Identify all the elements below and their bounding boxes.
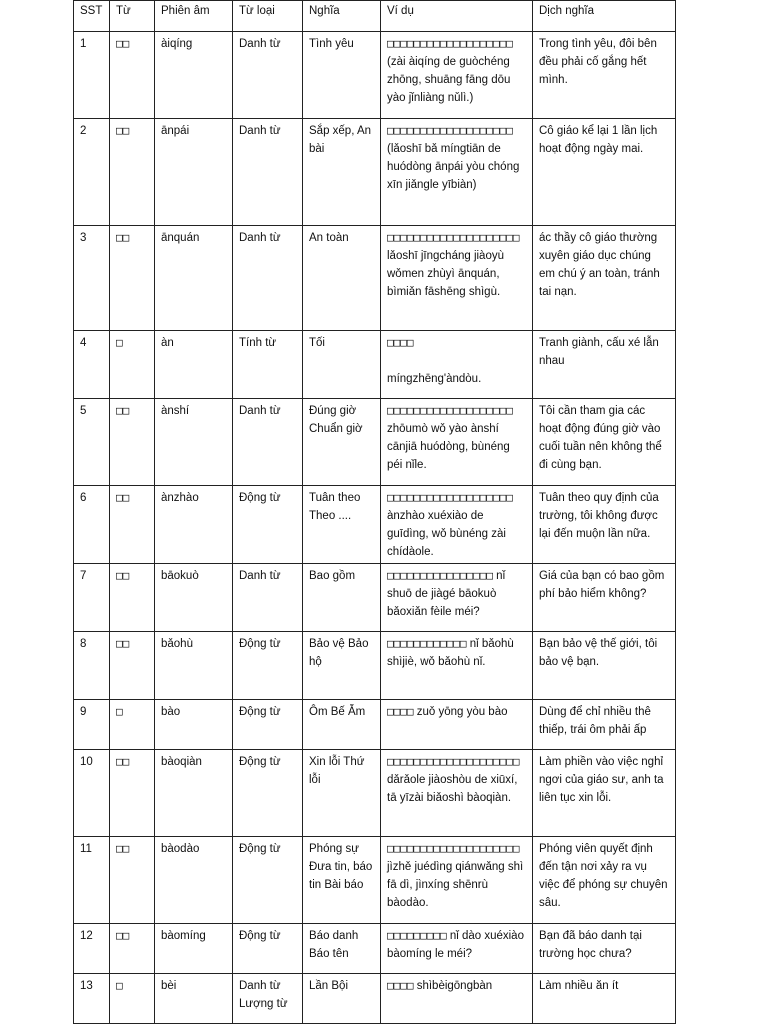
cell-example: [381, 974, 533, 1024]
cell-sst: 4: [74, 331, 110, 399]
cell-type: Danh từ Lượng từ: [233, 974, 303, 1024]
cell-translation: Bạn đã báo danh tại trường học chưa?: [533, 924, 676, 974]
header-pinyin: Phiên âm: [155, 1, 233, 32]
example-pinyin: míngzhēng'àndòu.: [387, 373, 482, 385]
header-row: [74, 1, 676, 32]
example-pinyin: dǎrǎole jiàoshòu de xiūxí, tā yīzài biǎoshì bàoqiàn.: [387, 774, 518, 804]
cell-example: [381, 700, 533, 750]
cell-word: □□: [110, 632, 155, 700]
cell-pinyin: bǎohù: [155, 632, 233, 700]
cell-sst: 13: [74, 974, 110, 1024]
cell-type: Động từ: [233, 750, 303, 837]
cell-type: Động từ: [233, 700, 303, 750]
cell-meaning: Đúng giờ Chuẩn giờ: [303, 399, 381, 486]
cell-example: [381, 32, 533, 119]
header-word-type: Từ loại: [233, 1, 303, 32]
example-hanzi: □□□□: [387, 705, 414, 718]
cell-meaning: Bảo vệ Bảo hộ: [303, 632, 381, 700]
cell-translation: Phóng viên quyết định đến tận nơi xảy ra vụ việc để phóng sự chuyên sâu.: [533, 837, 676, 924]
cell-pinyin: bàomíng: [155, 924, 233, 974]
example-pinyin: lǎoshī jīngcháng jiàoyù wǒmen zhùyì ānquán, bìmiǎn fāshēng shìgù.: [387, 250, 504, 298]
example-hanzi: □□□□: [387, 979, 414, 992]
table-row: [74, 632, 676, 700]
cell-word: □□: [110, 837, 155, 924]
cell-sst: 3: [74, 226, 110, 331]
cell-translation: Tuân theo quy định của trường, tôi không được lại đến muộn lần nữa.: [533, 486, 676, 564]
table-row: [74, 564, 676, 632]
cell-type: Danh từ: [233, 399, 303, 486]
cell-example: [381, 750, 533, 837]
cell-meaning: Phóng sự Đưa tin, báo tin Bài báo: [303, 837, 381, 924]
cell-meaning: Bao gồm: [303, 564, 381, 632]
cell-pinyin: bèi: [155, 974, 233, 1024]
table-row: [74, 32, 676, 119]
cell-translation: Giá của bạn có bao gồm phí bảo hiểm không?: [533, 564, 676, 632]
cell-example: [381, 399, 533, 486]
example-pinyin: nǐ dào xuéxiào bàomíng le méi?: [387, 930, 524, 960]
example-hanzi: □□□□□□□□□□□□□□□□□□□: [387, 404, 513, 417]
table-row: [74, 924, 676, 974]
cell-sst: 6: [74, 486, 110, 564]
example-hanzi: □□□□□□□□□□□□□□□□□□□□: [387, 231, 520, 244]
vocabulary-table: [73, 0, 676, 1024]
cell-meaning: Báo danh Báo tên: [303, 924, 381, 974]
cell-type: Danh từ: [233, 564, 303, 632]
example-hanzi: □□□□□□□□□□□□: [387, 637, 467, 650]
cell-example: [381, 119, 533, 226]
table-row: [74, 119, 676, 226]
cell-sst: 8: [74, 632, 110, 700]
cell-word: □: [110, 974, 155, 1024]
cell-translation: Cô giáo kể lại 1 lần lịch hoạt động ngày mai.: [533, 119, 676, 226]
cell-translation: Bạn bảo vệ thế giới, tôi bảo vệ bạn.: [533, 632, 676, 700]
table-row: [74, 974, 676, 1024]
cell-type: Động từ: [233, 486, 303, 564]
cell-word: □□: [110, 399, 155, 486]
cell-word: □□: [110, 486, 155, 564]
cell-word: □: [110, 700, 155, 750]
cell-meaning: Tối: [303, 331, 381, 399]
cell-type: Tính từ: [233, 331, 303, 399]
header-word: Từ: [110, 1, 155, 32]
example-pinyin: zuǒ yōng yòu bào: [416, 706, 508, 718]
example-pinyin: nǐ shuō de jiàgé bāokuò bǎoxiǎn fèile méi?: [387, 570, 506, 618]
table-row: [74, 331, 676, 399]
cell-word: □: [110, 331, 155, 399]
example-pinyin: (lǎoshī bǎ míngtiān de huódòng ānpái yòu chóng xīn jiǎngle yībiàn): [387, 143, 520, 191]
cell-pinyin: àn: [155, 331, 233, 399]
example-pinyin: ànzhào xuéxiào de guīdìng, wǒ bùnéng zài chídàole.: [387, 510, 506, 558]
cell-pinyin: ānpái: [155, 119, 233, 226]
cell-example: [381, 331, 533, 399]
table-row: [74, 750, 676, 837]
table-row: [74, 486, 676, 564]
cell-translation: Dùng để chỉ nhiều thê thiếp, trái ôm phải ấp: [533, 700, 676, 750]
cell-type: Động từ: [233, 632, 303, 700]
table-row: [74, 399, 676, 486]
example-hanzi: □□□□: [387, 336, 414, 349]
cell-pinyin: bāokuò: [155, 564, 233, 632]
cell-pinyin: bào: [155, 700, 233, 750]
example-hanzi: □□□□□□□□□□□□□□□□□□□: [387, 124, 513, 137]
cell-example: [381, 486, 533, 564]
cell-translation: Làm nhiều ăn ít: [533, 974, 676, 1024]
cell-type: Danh từ: [233, 32, 303, 119]
example-hanzi: □□□□□□□□□□□□□□□□□□□□: [387, 842, 520, 855]
cell-pinyin: bàodào: [155, 837, 233, 924]
cell-meaning: Tuân theo Theo ....: [303, 486, 381, 564]
example-hanzi: □□□□□□□□□: [387, 929, 447, 942]
cell-meaning: Lần Bội: [303, 974, 381, 1024]
cell-sst: 12: [74, 924, 110, 974]
cell-type: Động từ: [233, 924, 303, 974]
cell-word: □□: [110, 924, 155, 974]
cell-meaning: An toàn: [303, 226, 381, 331]
cell-type: Danh từ: [233, 226, 303, 331]
cell-sst: 10: [74, 750, 110, 837]
cell-example: [381, 632, 533, 700]
cell-example: [381, 226, 533, 331]
cell-example: [381, 564, 533, 632]
cell-type: Động từ: [233, 837, 303, 924]
cell-pinyin: ānquán: [155, 226, 233, 331]
cell-sst: 5: [74, 399, 110, 486]
example-hanzi: □□□□□□□□□□□□□□□□□□□: [387, 491, 513, 504]
example-pinyin: zhōumò wǒ yào ànshí cānjiā huódòng, bùnéng péi nǐle.: [387, 423, 510, 471]
header-meaning: Nghĩa: [303, 1, 381, 32]
table-row: [74, 700, 676, 750]
cell-pinyin: àiqíng: [155, 32, 233, 119]
cell-meaning: Ôm Bế Ẵm: [303, 700, 381, 750]
header-sst: SST: [74, 1, 110, 32]
cell-sst: 7: [74, 564, 110, 632]
table-row: [74, 837, 676, 924]
example-pinyin: (zài àiqíng de guòchéng zhōng, shuāng fāng dōu yào jǐnliàng nǔlì.): [387, 56, 511, 104]
cell-translation: Tôi cần tham gia các hoạt động đúng giờ vào cuối tuần nên không thể đi cùng bạn.: [533, 399, 676, 486]
cell-meaning: Sắp xếp, An bài: [303, 119, 381, 226]
cell-word: □□: [110, 119, 155, 226]
cell-translation: Làm phiền vào việc nghỉ ngơi của giáo sư, anh ta liên tục xin lỗi.: [533, 750, 676, 837]
cell-translation: Trong tình yêu, đôi bên đều phải cố gắng hết mình.: [533, 32, 676, 119]
cell-pinyin: ànshí: [155, 399, 233, 486]
example-hanzi: □□□□□□□□□□□□□□□□: [387, 569, 493, 582]
cell-sst: 2: [74, 119, 110, 226]
header-example: Ví dụ: [381, 1, 533, 32]
cell-word: □□: [110, 750, 155, 837]
example-hanzi: □□□□□□□□□□□□□□□□□□□: [387, 37, 513, 50]
cell-meaning: Tình yêu: [303, 32, 381, 119]
example-pinyin: nǐ bǎohù shìjiè, wǒ bǎohù nǐ.: [387, 638, 514, 668]
cell-translation: ác thầy cô giáo thường xuyên giáo dục chúng em chú ý an toàn, tránh tai nạn.: [533, 226, 676, 331]
cell-pinyin: bàoqiàn: [155, 750, 233, 837]
header-translation: Dịch nghĩa: [533, 1, 676, 32]
cell-pinyin: ànzhào: [155, 486, 233, 564]
cell-word: □□: [110, 32, 155, 119]
cell-sst: 9: [74, 700, 110, 750]
example-hanzi: □□□□□□□□□□□□□□□□□□□□: [387, 755, 520, 768]
example-pinyin: jìzhě juédìng qiánwǎng shì fā dì, jìnxíng shēnrù bàodào.: [387, 861, 524, 909]
cell-word: □□: [110, 226, 155, 331]
cell-translation: Tranh giành, cấu xé lẫn nhau: [533, 331, 676, 399]
cell-example: [381, 924, 533, 974]
cell-meaning: Xin lỗi Thứ lỗi: [303, 750, 381, 837]
cell-type: Danh từ: [233, 119, 303, 226]
cell-sst: 1: [74, 32, 110, 119]
table-row: [74, 226, 676, 331]
cell-example: [381, 837, 533, 924]
example-pinyin: shìbèigōngbàn: [416, 980, 493, 992]
cell-sst: 11: [74, 837, 110, 924]
cell-word: □□: [110, 564, 155, 632]
